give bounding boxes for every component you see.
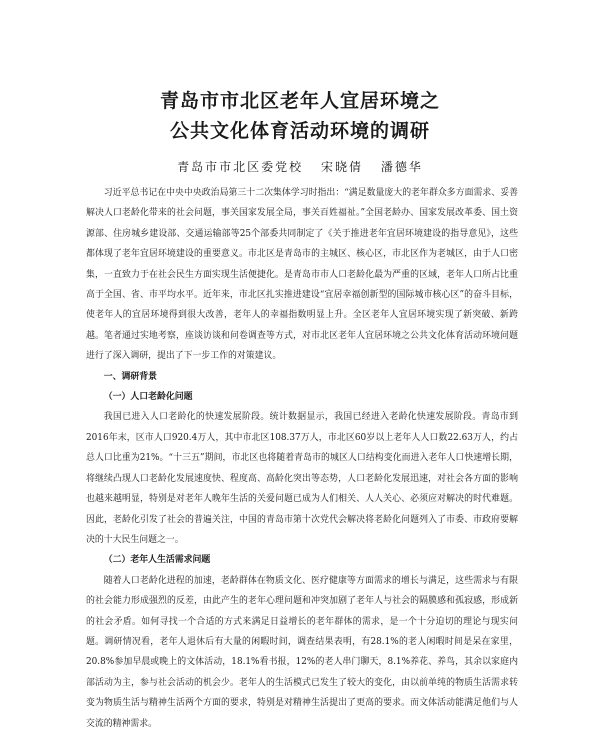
subsection-heading: （一）人口老龄化问题 — [103, 392, 193, 403]
intro-paragraph: 习近平总书记在中央中央政治局第三十二次集体学习时指出：“满足数量庞大的老年群众多方面需求、妥善解决人口老龄化带来的社会问题，事关国家发展全局，事关百姓福祉。”全国老龄办、国家发展改革委、国土资源部、住房城乡建设部、交通运输部等25个部委共同制定了《关于推进老年宜居环境建设的指导意见》，这些都体现了老年宜居环境建设的重要意义。市北区是青岛市的主城区、核心区，市北区作为老城区，由于人口密集，一直致力于在社会民生方面实现生活便捷化。是青岛市市人口老龄化最为严重的区域，老年人口所占比重高于全国、省、市平均水平。近年来，市北区扎实推进建设“宜居幸福创新型的国际城市核心区”的奋斗目标，使老年人的宜居环境得到很大改善，老年人的幸福指数明显上升。全区老年人宜居环境实现了新突破、新跨越。笔者通过实地考察，座谈访谈和问卷调查等方式，对市北区老年人宜居环境之公共文化体育活动环境问题进行了深入调研，提出了下一步工作的对策建议。 — [86, 188, 518, 362]
body-paragraph: 随着人口老龄化进程的加速，老龄群体在物质文化、医疗健康等方面需求的增长与满足，这些需求与有限的社会能力形成强烈的反差，由此产生的老年心理问题和冲突加剧了老年人与社会的隔膜感和孤寂感，形成新的社会矛盾。如何寻找一个合适的方式来满足日益增长的老年群体的需求，是一个十分迫切的理论与现实问题。调研情况看，老年人退休后有大量的闲暇时间，调查结果表明，有28.1%的老人闲暇时间是呆在家里，20.8%参加早晨或晚上的文体活动，18.1%看书报，12%的老人串门聊天，8.1%养花、养鸟，其余以家庭内部活动为主，参与社会活动的机会少。老年人的生活模式已发生了较大的变化，由以前单纯的物质生活需求转变为物质生活与精神生活两个方面的要求，特别是对精神生活提出了更高的要求。而文体活动能满足他们与人交流的精神需求。 — [86, 575, 518, 729]
subsection-heading: （二）老年人生活需求问题 — [103, 555, 211, 566]
section-heading: 一、调研背景 — [103, 371, 158, 382]
title-line-1: 青岛市市北区老年人宜居环境之 — [159, 90, 440, 112]
author-name: 潘德华 — [380, 160, 423, 174]
author-line — [0, 158, 600, 175]
author-name: 宋晓倩 — [320, 160, 363, 174]
body-paragraph: 我国已进入人口老龄化的快速发展阶段。统计数据显示，我国已经进入老龄化快速发展阶段。青岛市到2016年末，区市人口920.4万人，其中市北区108.37万人，市北区60岁以上老年人人口数22.63万人，约占总人口比重为21%。“十三五”期间，市北区也将随着青岛市的城区人口结构变化而进入老年人口快速增长期，将继续凸现人口老龄化发展速度快、程度高、高龄化突出等态势，人口老龄化发展迅速，对社会各方面的影响也越来越明显，特别是对老年人晚年生活的关爱问题已成为人们相关、人人关心、必须应对解决的时代难题。因此，老龄化引发了社会的普遍关注，中国的青岛市第十次党代会解决将老龄化问题列入了市委、市政府要解决的十大民生问题之一。 — [86, 412, 518, 545]
author-affiliation: 青岛市市北区委党校 — [177, 160, 304, 174]
title-line-2: 公共文化体育活动环境的调研 — [169, 120, 430, 142]
article-body — [86, 183, 518, 734]
